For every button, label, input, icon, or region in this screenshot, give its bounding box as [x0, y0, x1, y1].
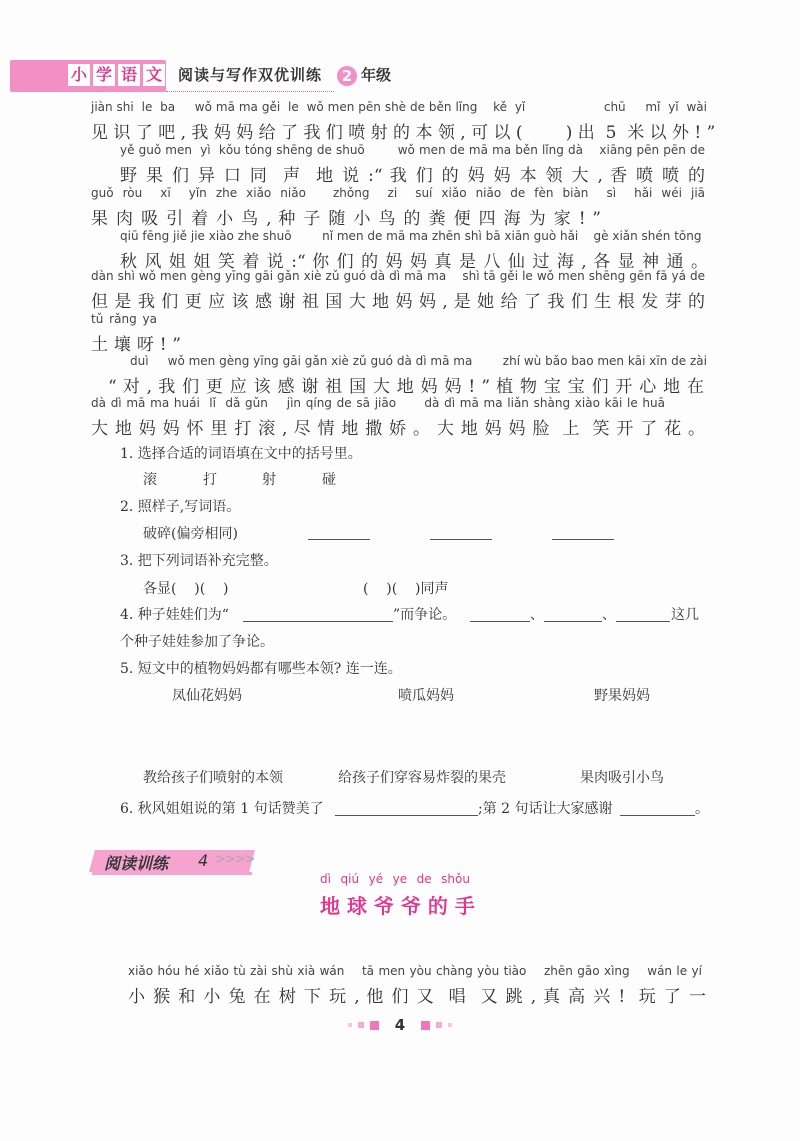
question-2: 2. 照样子,写词语。 — [120, 499, 241, 515]
answer-blank[interactable] — [335, 814, 478, 816]
passage-line: 但 是 我 们 更 应 该 感 谢 祖 国 大 地 妈 妈 , 是 她 给 了 我 们 生 根 发 芽 的 — [91, 292, 705, 312]
page-number: 4 — [394, 1016, 406, 1034]
square-icon — [448, 1023, 452, 1027]
answer-blank[interactable] — [620, 814, 695, 816]
match-item-mother[interactable]: 凤仙花妈妈 — [172, 688, 242, 704]
story-title-pinyin: dì qiú yé ye de shǒu — [320, 872, 470, 886]
question-5: 5. 短文中的植物妈妈都有哪些本领? 连一连。 — [120, 661, 402, 677]
story-line: 小 猴 和 小 兔 在 树 下 玩 , 他 们 又 唱 又 跳 , 真 高 兴 ! 玩 了 一 — [128, 987, 706, 1007]
subject-char: 小 — [68, 64, 90, 86]
square-icon — [348, 1023, 352, 1027]
subject-char: 学 — [93, 64, 115, 86]
subject-char: 语 — [118, 64, 140, 86]
question-6-text: ;第 2 句话让大家感谢 — [478, 801, 613, 817]
question-6: 6. 秋风姐姐说的第 1 句话赞美了 — [120, 801, 324, 817]
grade-label: 年级 — [361, 66, 392, 84]
answer-blank[interactable] — [544, 620, 602, 622]
passage-pinyin: qiū fēng jiě jie xiào zhe shuō nǐ men de mā ma zhēn shì bā xiān guò hǎi gè xiǎn shén tōng — [120, 229, 702, 243]
header-divider — [166, 91, 334, 92]
question-4: 4. 种子娃娃们为“ — [120, 607, 229, 623]
question-4-text: ”而争论。 — [393, 607, 457, 623]
answer-blank[interactable] — [616, 620, 670, 622]
passage-line: “ 对 , 我 们 更 应 该 感 谢 祖 国 大 地 妈 妈 ! ” 植 物 宝 宝 们 开 心 地 在 — [108, 377, 704, 397]
square-icon — [436, 1022, 442, 1028]
passage-pinyin: dàn shì wǒ men gèng yīng gāi gǎn xiè zǔ guó dà dì mā ma shì tā gěi le wǒ men shēng gēn fā yá de — [91, 269, 705, 283]
answer-blank[interactable] — [243, 620, 393, 622]
question-3: 3. 把下列词语补充完整。 — [120, 553, 278, 569]
subject-label — [68, 64, 165, 86]
word-option: 滚 — [143, 472, 157, 488]
passage-pinyin: guǒ ròu xī yǐn zhe xiǎo niǎo zhǒng zi suí xiǎo niǎo de fèn biàn sì hǎi wéi jiā — [91, 186, 705, 200]
section-label: 阅读训练 — [104, 854, 169, 873]
q3-idiom-a[interactable]: 各显( )( ) — [143, 581, 229, 597]
match-item-skill[interactable]: 教给孩子们喷射的本领 — [143, 770, 283, 786]
q2-example: 破碎(偏旁相同) — [143, 526, 238, 542]
match-item-mother[interactable]: 野果妈妈 — [594, 688, 650, 704]
word-option: 碰 — [322, 472, 336, 488]
square-icon — [370, 1021, 379, 1030]
question-1: 1. 选择合适的词语填在文中的括号里。 — [120, 446, 362, 462]
word-option: 打 — [203, 472, 217, 488]
series-title: 阅读与写作双优训练 — [178, 66, 323, 84]
match-item-skill[interactable]: 给孩子们穿容易炸裂的果壳 — [338, 770, 506, 786]
word-option: 射 — [262, 472, 276, 488]
passage-line: 见 识 了 吧 , 我 妈 妈 给 了 我 们 喷 射 的 本 领 , 可 以 ( ) 出 5 米 以 外 ! ” — [91, 123, 716, 143]
passage-pinyin: tǔ rǎng ya — [91, 312, 157, 326]
square-icon — [358, 1022, 364, 1028]
section-number: 4 — [198, 851, 209, 870]
question-4-text: 这几 — [671, 607, 699, 623]
passage-line: 土 壤 呀 ! ” — [91, 335, 181, 355]
question-6-text: 。 — [695, 801, 709, 817]
passage-line: 秋 风 姐 姐 笑 着 说 :“ 你 们 的 妈 妈 真 是 八 仙 过 海 , 各 显 神 通 。 — [120, 252, 708, 272]
passage-line: 大 地 妈 妈 怀 里 打 滚 , 尽 情 地 撒 娇 。 大 地 妈 妈 脸 上 笑 开 了 花 。 — [91, 419, 705, 439]
match-item-skill[interactable]: 果肉吸引小鸟 — [580, 770, 664, 786]
passage-pinyin: dà dì mā ma huái lǐ dǎ gǔn jìn qíng de sā jiāo dà dì mā ma liǎn shàng xiào kāi le huā — [91, 396, 665, 410]
separator: 、 — [602, 607, 616, 623]
passage-pinyin: duì wǒ men gèng yīng gāi gǎn xiè zǔ guó dà dì mā ma zhí wù bǎo bao men kāi xīn de zài — [130, 354, 707, 368]
story-pinyin: xiǎo hóu hé xiǎo tù zài shù xià wán tā men yòu chàng yòu tiào zhēn gāo xìng wán le yí — [128, 964, 702, 978]
chevrons-icon: >>>> — [215, 852, 255, 867]
square-icon — [421, 1021, 430, 1030]
answer-blank[interactable] — [552, 538, 614, 540]
subject-char: 文 — [143, 64, 165, 86]
passage-pinyin: jiàn shi le ba wǒ mā ma gěi le wǒ men pēn shè de běn lǐng kě yǐ chū mǐ yǐ wài — [91, 100, 707, 114]
answer-blank[interactable] — [308, 538, 370, 540]
passage-line: 野 果 们 异 口 同 声 地 说 :“ 我 们 的 妈 妈 本 领 大 , 香 喷 喷 的 — [120, 166, 705, 186]
answer-blank[interactable] — [430, 538, 492, 540]
passage-pinyin: yě guǒ men yì kǒu tóng shēng de shuō wǒ men de mā ma běn lǐng dà xiāng pēn pēn de — [120, 143, 705, 157]
page-footer — [0, 1016, 800, 1034]
story-title: 地 球 爷 爷 的 手 — [320, 894, 475, 918]
match-item-mother[interactable]: 喷瓜妈妈 — [398, 688, 454, 704]
separator: 、 — [530, 607, 544, 623]
question-4-text: 个种子娃娃参加了争论。 — [120, 634, 274, 650]
passage-line: 果 肉 吸 引 着 小 鸟 , 种 子 随 小 鸟 的 粪 便 四 海 为 家 ! ” — [91, 209, 601, 229]
q3-idiom-b[interactable]: ( )( )同声 — [363, 581, 449, 597]
answer-blank[interactable] — [470, 620, 530, 622]
grade-number: 2 — [337, 66, 357, 86]
